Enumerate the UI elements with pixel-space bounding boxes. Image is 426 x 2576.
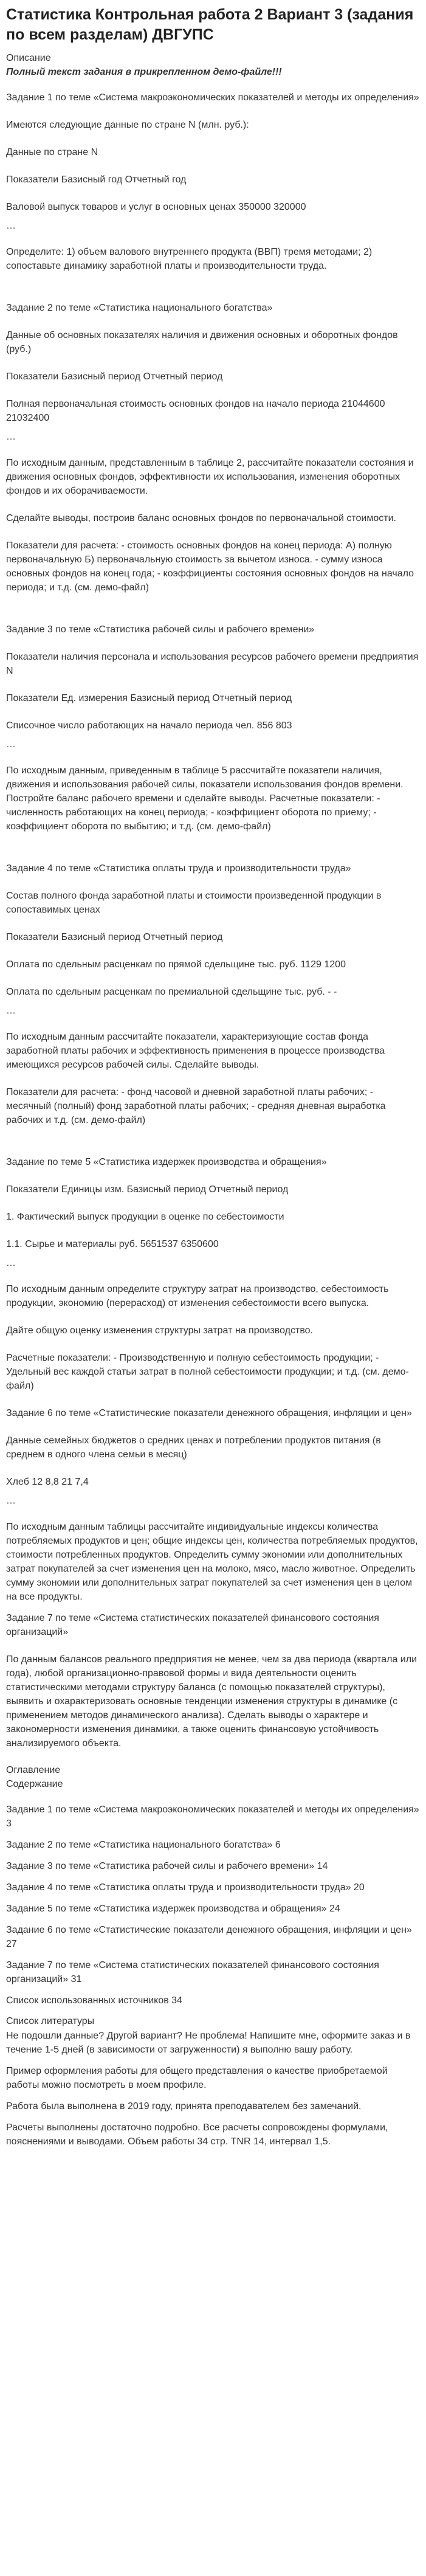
description-paragraph: По исходным данным рассчитайте показатели, характеризующие состав фонда заработной платы рабочих и эффективность применения в процессе производства имеющихся ресурсов рабочей силы. Сделайте выводы. bbox=[6, 1032, 385, 1070]
description-paragraph: Списочное число работающих на начало периода чел. 856 803 bbox=[6, 720, 292, 731]
footer-paragraph: Работа была выполнена в 2019 году, принята преподавателем без замечаний. bbox=[6, 2101, 362, 2112]
description-paragraph: По данным балансов реального предприятия не менее, чем за два периода (квартала или года), любой организационно-правовой формы и вида деятельности оценить статистическими методами структуру баланса (с помощью показателей структуры), выявить и охарактеризовать основные тенденции изменения структуры в динамике (с применением методов динамического анализа). Сделать выводы о характере и закономерности изменения динамики, а также оценить финансовую устойчивость анализируемого объекта. bbox=[6, 1654, 417, 1749]
description-paragraph: Имеются следующие данные по стране N (млн. руб.): bbox=[6, 120, 249, 130]
toc-entry: Задание 2 по теме «Статистика национального богатства» 6 bbox=[6, 1840, 281, 1850]
toc-entry: Задание 5 по теме «Статистика издержек производства и обращения» 24 bbox=[6, 1904, 340, 1914]
description-paragraph: Оплата по сдельным расценкам по прямой сдельщине тыс. руб. 1129 1200 bbox=[6, 959, 346, 970]
description-paragraph: Показатели Базисный период Отчетный период bbox=[6, 371, 223, 382]
description-paragraph: … bbox=[6, 221, 16, 231]
description-paragraph: Задание 2 по теме «Статистика национального богатства» bbox=[6, 303, 273, 313]
description-paragraph: … bbox=[6, 1006, 16, 1016]
description-paragraph: … bbox=[6, 1496, 16, 1506]
description-paragraph: Данные семейных бюджетов о средних ценах и потреблении продуктов питания (в среднем в одного члена семьи в месяц) bbox=[6, 1435, 381, 1460]
description-paragraph: Задание по теме 5 «Статистика издержек производства и обращения» bbox=[6, 1157, 327, 1167]
description-paragraph: По исходным данным таблицы рассчитайте индивидуальные индексы количества потребляемых продуктов и цен; общие индексы цен, количества потребляемых продуктов, стоимости потребленных продуктов. Определить сумму экономии или дополнительных затрат покупателей за счет изменения цен на молоко, мясо, масло животное. Определить сумму экономии или дополнительных затрат покупателей за счет изменения цен в целом на все продукты. bbox=[6, 1522, 418, 1602]
description-paragraph: 1.1. Сырье и материалы руб. 5651537 6350600 bbox=[6, 1239, 219, 1249]
literature-label: Список литературы bbox=[6, 2016, 95, 2026]
description-paragraph: По исходным данным, представленным в таблице 2, рассчитайте показатели состояния и движения основных фондов, эффективности их использования, изменения оборотных фондов и их оборачиваемости. bbox=[6, 458, 414, 496]
description-body bbox=[6, 91, 420, 1750]
description-paragraph: Показатели Базисный год Отчетный год bbox=[6, 174, 187, 185]
description-paragraph: Задание 1 по теме «Система макроэкономических показателей и методы их определения» bbox=[6, 92, 419, 103]
page-title: Статистика Контрольная работа 2 Вариант 3 (задания по всем разделам) ДВГУПС bbox=[6, 6, 414, 43]
description-paragraph: Показатели для расчета: - фонд часовой и дневной заработной платы рабочих; - месячный (полный) фонд заработной платы рабочих; - средняя дневная выработка рабочих и т.д. (см. демо-файл) bbox=[6, 1087, 386, 1125]
description-paragraph: Задание 3 по теме «Статистика рабочей силы и рабочего времени» bbox=[6, 624, 315, 635]
description-paragraph: Расчетные показатели: - Производственную и полную себестоимость продукции; - Удельный вес каждой статьи затрат в полной себестоимости продукции; и т.д. (см. демо-файл) bbox=[6, 1353, 409, 1391]
toc-entry: Задание 7 по теме «Система статистических показателей финансового состояния организаций» 31 bbox=[6, 1960, 379, 1984]
lead-note: Полный текст задания в прикрепленном демо-файле!!! bbox=[6, 67, 282, 77]
description-paragraph: Задание 6 по теме «Статистические показатели денежного обращения, инфляции и цен» bbox=[6, 1408, 412, 1418]
description-paragraph: Показатели Ед. измерения Базисный период Отчетный период bbox=[6, 693, 292, 703]
description-paragraph: Сделайте выводы, построив баланс основных фондов по первоначальной стоимости. bbox=[6, 513, 396, 523]
table-of-contents bbox=[6, 1803, 420, 2008]
description-paragraph: … bbox=[6, 1258, 16, 1268]
description-paragraph: Валовой выпуск товаров и услуг в основных ценах 350000 320000 bbox=[6, 202, 306, 212]
toc-sub-label: Содержание bbox=[6, 1779, 63, 1789]
description-paragraph: Дайте общую оценку изменения структуры затрат на производство. bbox=[6, 1325, 313, 1336]
description-paragraph: Определите: 1) объем валового внутреннего продукта (ВВП) тремя методами; 2) сопоставьте динамику заработной платы и производительности труда. bbox=[6, 247, 373, 271]
footer-paragraph: Пример оформления работы для общего представления о качестве приобретаемой работы можно посмотреть в моем профиле. bbox=[6, 2066, 388, 2090]
description-paragraph: … bbox=[6, 739, 16, 750]
toc-entry: Задание 1 по теме «Система макроэкономических показателей и методы их определения» 3 bbox=[6, 1804, 419, 1829]
description-label: Описание bbox=[6, 53, 51, 63]
description-paragraph: Показатели Базисный период Отчетный период bbox=[6, 932, 223, 942]
description-paragraph: Задание 4 по теме «Статистика оплаты труда и производительности труда» bbox=[6, 863, 351, 874]
toc-entry: Задание 4 по теме «Статистика оплаты труда и производительности труда» 20 bbox=[6, 1882, 365, 1893]
footer-notes bbox=[6, 2029, 420, 2149]
description-paragraph: 1. Фактический выпуск продукции в оценке по себестоимости bbox=[6, 1212, 284, 1222]
description-paragraph: Оплата по сдельным расценкам по премиальной сдельщине тыс. руб. - - bbox=[6, 987, 337, 997]
toc-entry: Список использованных источников 34 bbox=[6, 1995, 182, 2006]
description-paragraph: Показатели для расчета: - стоимость основных фондов на конец периода: А) полную первоначальную Б) первоначальную стоимость за вычетом износа. - сумму износа основных фондов на конец года; - коэффициенты состояния основных фондов на начало периода; и т.д. (см. демо-файл) bbox=[6, 540, 414, 593]
description-paragraph: По исходным данным, приведенным в таблице 5 рассчитайте показатели наличия, движения и использования рабочей силы, показатели использования фондов времени. Постройте баланс рабочего времени и сделайте выводы. Расчетные показатели: - численность работающих на конец периода; - коэффициент оборота по приему; - коэффициент оборота по выбытию; и т.д. (см. демо-файл) bbox=[6, 765, 404, 832]
toc-entry: Задание 3 по теме «Статистика рабочей силы и рабочего времени» 14 bbox=[6, 1861, 328, 1871]
toc-label: Оглавление bbox=[6, 1765, 61, 1775]
description-paragraph: Хлеб 12 8,8 21 7,4 bbox=[6, 1477, 89, 1487]
description-paragraph: Данные об основных показателях наличия и движения основных и оборотных фондов (руб.) bbox=[6, 330, 398, 354]
description-paragraph: Состав полного фонда заработной платы и стоимости произведенной продукции в сопоставимых ценах bbox=[6, 891, 382, 915]
footer-paragraph: Не подошли данные? Другой вариант? Не проблема! Напишите мне, оформите заказ и в течение 1-5 дней (в зависимости от загруженности) я выполню вашу работу. bbox=[6, 2031, 411, 2055]
description-paragraph: По исходным данным определите структуру затрат на производство, себестоимость продукции, экономию (перерасход) от изменения себестоимости всего выпуска. bbox=[6, 1284, 389, 1308]
description-paragraph: Показатели Единицы изм. Базисный период Отчетный период bbox=[6, 1184, 289, 1195]
description-paragraph: Данные по стране N bbox=[6, 147, 98, 157]
description-paragraph: Полная первоначальная стоимость основных фондов на начало периода 21044600 21032400 bbox=[6, 399, 385, 423]
toc-entry: Задание 6 по теме «Статистические показатели денежного обращения, инфляции и цен» 27 bbox=[6, 1925, 412, 1949]
description-paragraph: Показатели наличия персонала и использования ресурсов рабочего времени предприятия N bbox=[6, 652, 419, 676]
description-paragraph: … bbox=[6, 432, 16, 442]
footer-paragraph: Расчеты выполнены достаточно подробно. Все расчеты сопровождены формулами, пояснениями и выводами. Объем работы 34 стр. TNR 14, интервал 1,5. bbox=[6, 2122, 388, 2147]
description-paragraph: Задание 7 по теме «Система статистических показателей финансового состояния организаций» bbox=[6, 1613, 379, 1637]
